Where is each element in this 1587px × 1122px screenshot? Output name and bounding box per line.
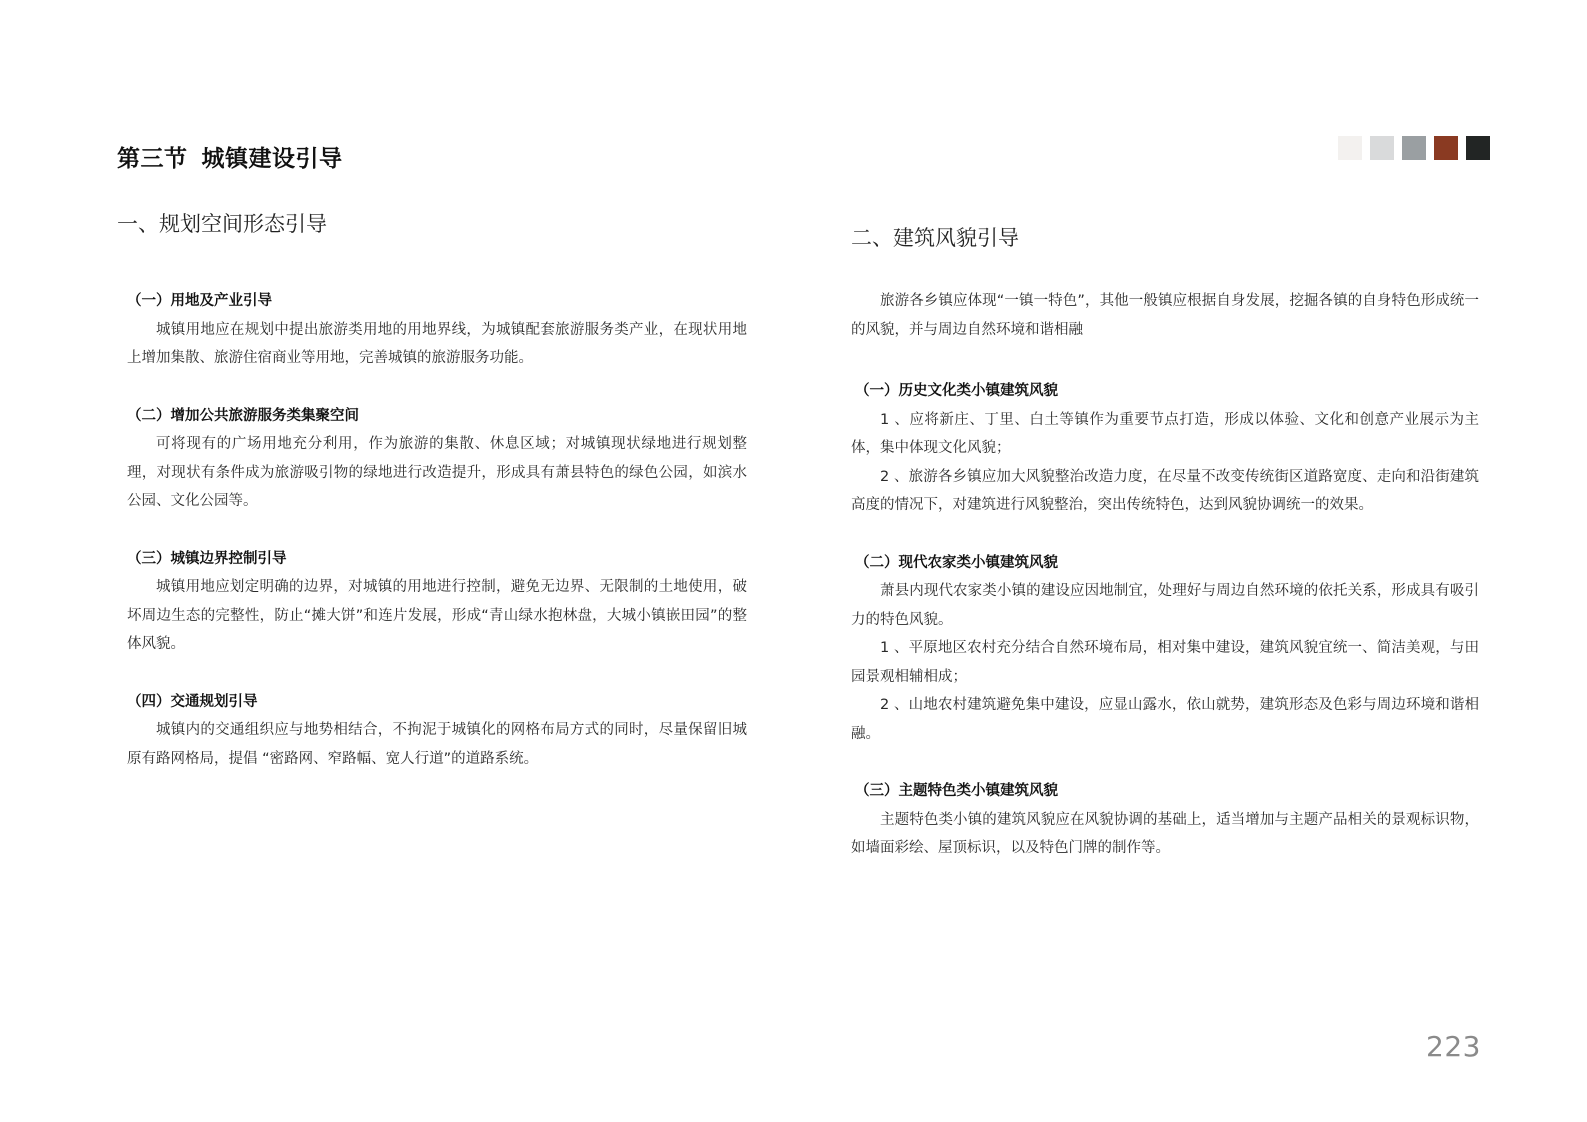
subsection-title: （二）现代农家类小镇建筑风貌 [855,554,1058,571]
guidance-block [851,549,1479,749]
paragraph: 城镇用地应划定明确的边界，对城镇的用地进行控制，避免无边界、无限制的土地使用，破坏周边生态的完整性，防止“摊大饼”和连片发展，形成“青山绿水抱林盘，大城小镇嵌田园”的整体风貌。 [127,579,747,652]
paragraph: 萧县内现代农家类小镇的建设应因地制宜，处理好与周边自然环境的依托关系，形成具有吸引力的特色风貌。 [851,583,1479,628]
subsection-title: （三）城镇边界控制引导 [127,550,287,567]
section-name: 城镇建设引导 [201,146,343,172]
subsection-title: （四）交通规划引导 [127,693,258,710]
intro-block [851,287,1479,344]
right-column [851,287,1479,892]
subsection-title: （二）增加公共旅游服务类集聚空间 [127,407,359,424]
section-number: 第三节 [117,146,188,172]
guidance-block [127,688,747,774]
color-palette [1338,136,1490,160]
left-column [127,287,747,802]
color-swatch [1434,136,1458,160]
guidance-block [851,777,1479,863]
guidance-block [127,545,747,659]
paragraph: 城镇内的交通组织应与地势相结合，不拘泥于城镇化的网格布局方式的同时，尽量保留旧城原有路网格局，提倡 “密路网、窄路幅、宽人行道”的道路系统。 [127,722,747,767]
subsection-title: （三）主题特色类小镇建筑风貌 [855,783,1058,799]
intro-paragraph: 旅游各乡镇应体现“一镇一特色”，其他一般镇应根据自身发展，挖掘各镇的自身特色形成统一的风貌，并与周边自然环境和谐相融 [851,293,1479,338]
left-column-heading: 一、规划空间形态引导 [117,212,327,236]
guidance-block [851,377,1479,520]
paragraph: 主题特色类小镇的建筑风貌应在风貌协调的基础上，适当增加与主题产品相关的景观标识物，如墙面彩绘、屋顶标识，以及特色门牌的制作等。 [851,811,1479,856]
paragraph: 可将现有的广场用地充分利用，作为旅游的集散、休息区域；对城镇现状绿地进行规划整理，对现状有条件成为旅游吸引物的绿地进行改造提升，形成具有萧县特色的绿色公园，如滨水公园、文化公园等。 [127,436,747,509]
color-swatch [1402,136,1426,160]
right-column-heading: 二、建筑风貌引导 [851,226,1019,250]
guidance-block [127,402,747,516]
paragraph: 2 、旅游各乡镇应加大风貌整治改造力度，在尽量不改变传统街区道路宽度、走向和沿街建筑高度的情况下，对建筑进行风貌整治，突出传统特色，达到风貌协调统一的效果。 [851,468,1479,513]
color-swatch [1338,136,1362,160]
paragraph: 城镇用地应在规划中提出旅游类用地的用地界线，为城镇配套旅游服务类产业，在现状用地上增加集散、旅游住宿商业等用地，完善城镇的旅游服务功能。 [127,321,747,366]
page-number: 223 [1426,1030,1481,1063]
paragraph: 1 、应将新庄、丁里、白土等镇作为重要节点打造，形成以体验、文化和创意产业展示为主体，集中体现文化风貌； [851,411,1479,456]
section-title [117,140,343,173]
color-swatch [1370,136,1394,160]
subsection-title: （一）历史文化类小镇建筑风貌 [855,383,1058,399]
subsection-title: （一）用地及产业引导 [127,293,272,309]
paragraph: 1 、平原地区农村充分结合自然环境布局，相对集中建设，建筑风貌宜统一、简洁美观，与田园景观相辅相成； [851,640,1479,685]
color-swatch [1466,136,1490,160]
guidance-block [127,287,747,373]
paragraph: 2 、山地农村建筑避免集中建设，应显山露水，依山就势，建筑形态及色彩与周边环境和谐相融。 [851,697,1479,742]
